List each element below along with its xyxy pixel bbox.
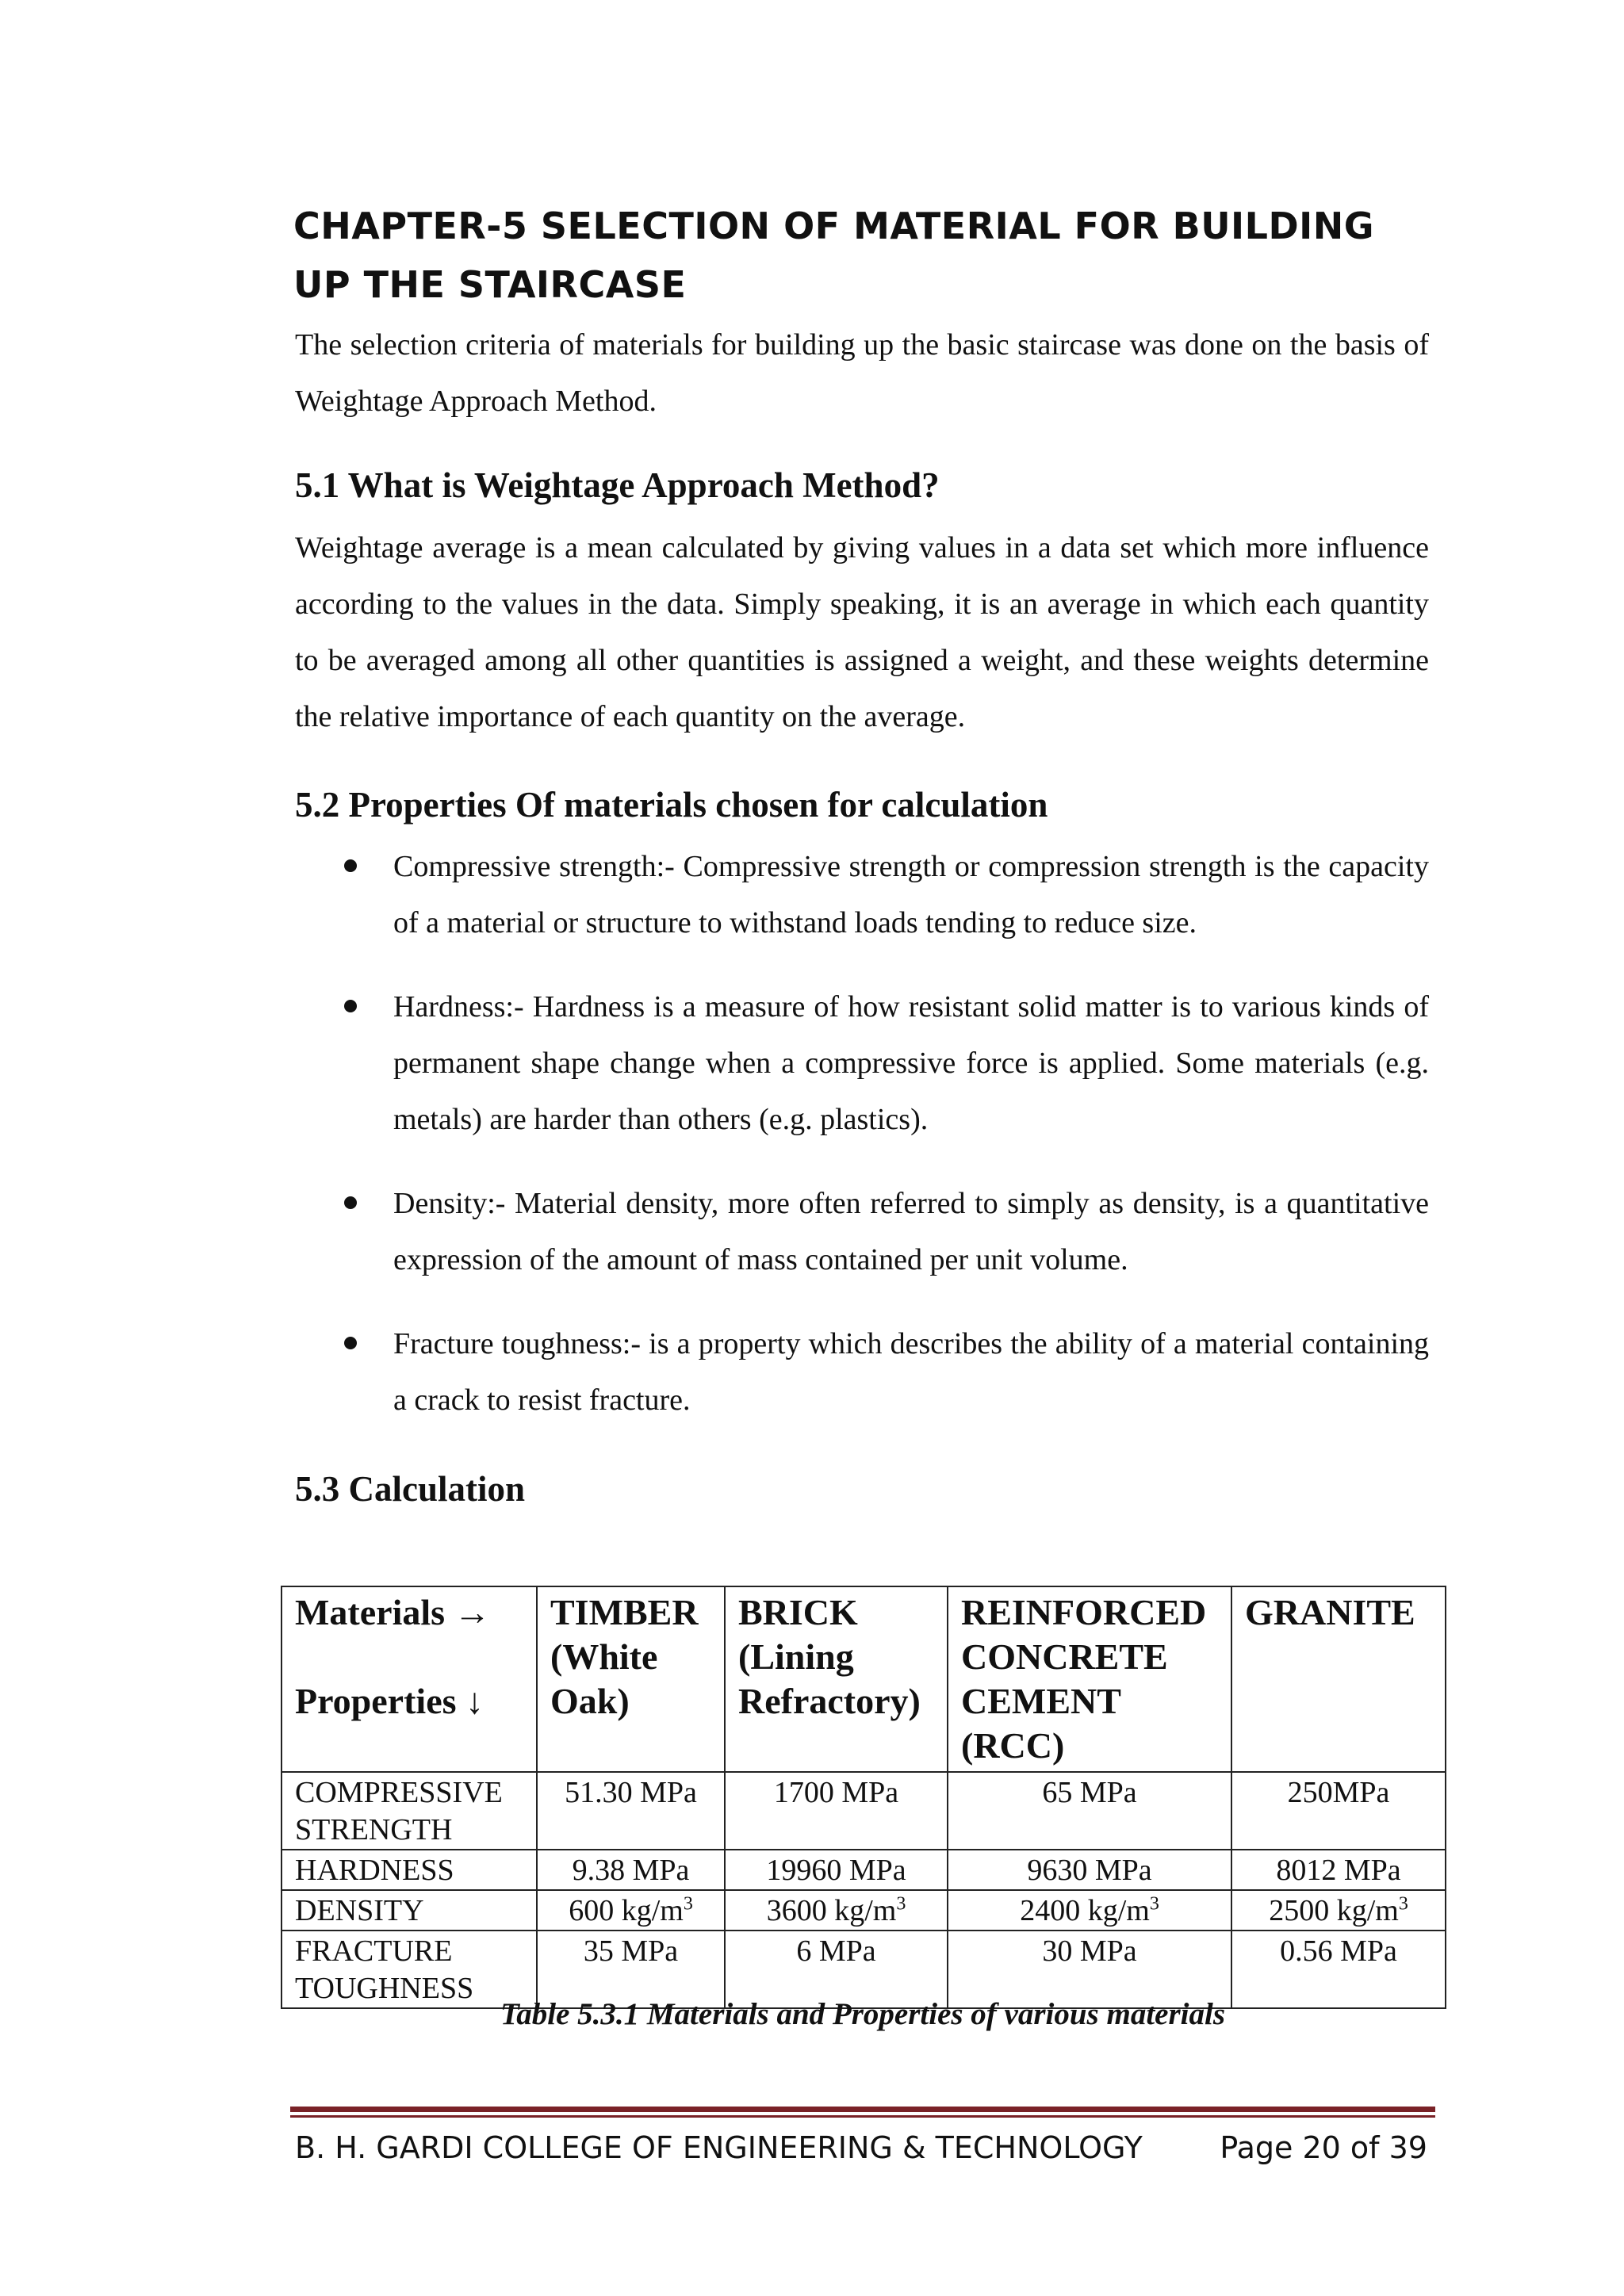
- bullet-icon: [344, 1000, 357, 1012]
- materials-axis-label: Materials →: [295, 1592, 491, 1632]
- superscript: 3: [896, 1893, 906, 1915]
- row-header: HARDNESS: [282, 1850, 537, 1890]
- column-header-rcc: REINFORCED CONCRETE CEMENT (RCC): [948, 1586, 1231, 1772]
- table-corner-header: [282, 1586, 537, 1772]
- bullet-text: Compressive strength:- Compressive strength or compression strength is the capacity of a material or structure to withstand loads tending to reduce size.: [393, 850, 1429, 939]
- bullet-text: Hardness:- Hardness is a measure of how resistant solid matter is to various kinds of permanent shape change when a compressive force is applied. Some materials (e.g. metals) are harder than others (e.g. plastics).: [393, 990, 1429, 1136]
- table-cell: [948, 1890, 1231, 1931]
- bullet-text: Fracture toughness:- is a property which describes the ability of a material containing a crack to resist fracture.: [393, 1327, 1429, 1417]
- list-item: [295, 1176, 1429, 1288]
- superscript: 3: [683, 1893, 693, 1915]
- table-cell: 51.30 MPa: [537, 1772, 725, 1850]
- row-header: COMPRESSIVE STRENGTH: [282, 1772, 537, 1850]
- cell-value: 600 kg/m: [569, 1894, 684, 1927]
- cell-value: 2500 kg/m: [1269, 1894, 1399, 1927]
- materials-properties-table: [281, 1586, 1446, 2009]
- column-header-timber: TIMBER (White Oak): [537, 1586, 725, 1772]
- chapter-title: CHAPTER-5 SELECTION OF MATERIAL FOR BUILDING UP THE STAIRCASE: [293, 205, 1375, 306]
- table-cell: 8012 MPa: [1231, 1850, 1446, 1890]
- table-cell: [537, 1890, 725, 1931]
- table-cell: 1700 MPa: [725, 1772, 948, 1850]
- column-header-brick: BRICK (Lining Refractory): [725, 1586, 948, 1772]
- column-header-granite: GRANITE: [1231, 1586, 1446, 1772]
- table-cell: 9.38 MPa: [537, 1850, 725, 1890]
- bullet-icon: [344, 859, 357, 872]
- bullet-icon: [344, 1337, 357, 1349]
- list-item: [295, 979, 1429, 1148]
- section-5-1-text: Weightage average is a mean calculated by giving values in a data set which more influence according to the values in the data. Simply speaking, it is an average in which each quantity to be averaged among all other quantities is assigned a weight, and these weights determine the relative importance of each quantity on the average.: [295, 531, 1429, 733]
- table-cell: 35 MPa: [537, 1931, 725, 2008]
- table-cell: 6 MPa: [725, 1931, 948, 2008]
- cell-value: 3600 kg/m: [766, 1894, 897, 1927]
- cell-value: 2400 kg/m: [1020, 1894, 1150, 1927]
- footer-rule: [290, 2115, 1435, 2118]
- table-cell: 250MPa: [1231, 1772, 1446, 1850]
- superscript: 3: [1398, 1893, 1408, 1915]
- table-cell: 65 MPa: [948, 1772, 1231, 1850]
- footer-college-name: B. H. GARDI COLLEGE OF ENGINEERING & TECHNOLOGY: [295, 2130, 1143, 2165]
- row-header: FRACTURE TOUGHNESS: [282, 1931, 537, 2008]
- table-cell: 9630 MPa: [948, 1850, 1231, 1890]
- footer-rule: [290, 2107, 1435, 2112]
- section-5-2-heading: 5.2 Properties Of materials chosen for calculation: [295, 785, 1048, 825]
- list-item: [295, 1316, 1429, 1429]
- table-cell: 0.56 MPa: [1231, 1931, 1446, 2008]
- bullet-text: Density:- Material density, more often referred to simply as density, is a quantitative expression of the amount of mass contained per unit volume.: [393, 1187, 1429, 1276]
- table-cell: [1231, 1890, 1446, 1931]
- section-5-1-heading: 5.1 What is Weightage Approach Method?: [295, 465, 940, 505]
- table-row: [282, 1772, 1446, 1850]
- row-header: DENSITY: [282, 1890, 537, 1931]
- table-row: [282, 1890, 1446, 1931]
- table-cell: 19960 MPa: [725, 1850, 948, 1890]
- superscript: 3: [1149, 1893, 1159, 1915]
- section-5-3-heading: 5.3 Calculation: [295, 1469, 526, 1509]
- table-header-row: [282, 1586, 1446, 1772]
- properties-list: [295, 839, 1429, 1456]
- footer-page-number: Page 20 of 39: [1220, 2130, 1427, 2165]
- bullet-icon: [344, 1196, 357, 1209]
- table-cell: 30 MPa: [948, 1931, 1231, 2008]
- table-caption: Table 5.3.1 Materials and Properties of various materials: [500, 1997, 1225, 2031]
- table-cell: [725, 1890, 948, 1931]
- table-row: [282, 1850, 1446, 1890]
- properties-axis-label: Properties ↓: [295, 1681, 485, 1721]
- list-item: [295, 839, 1429, 951]
- chapter-intro: The selection criteria of materials for building up the basic staircase was done on the basis of Weightage Approach Method.: [295, 328, 1429, 418]
